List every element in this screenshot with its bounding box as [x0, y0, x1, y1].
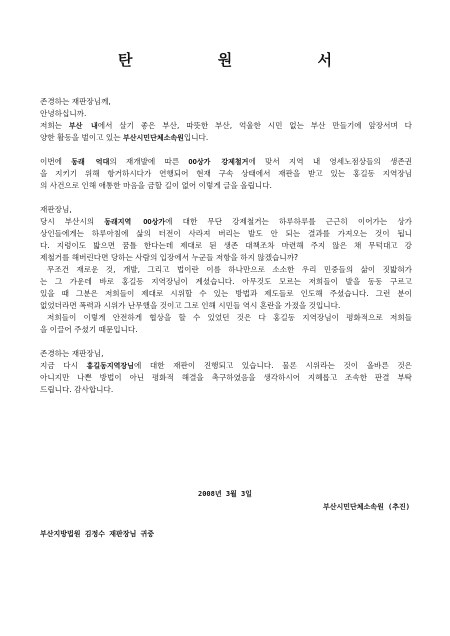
- document-signer: 부산시민단체소속원 (추진): [322, 503, 410, 511]
- p3-line-4: 제철거를 해버린다면 당하는 사람의 입장에서 누군들 저항을 하지 않겠습니까?: [40, 253, 299, 262]
- p3-line-6: 는 그 가운데 바로 홍길동 지역장님이 계셨습니다. 아무것도 모르는 저희들이 발을 동동 구르고: [40, 277, 412, 286]
- p3-line-5: 무조건 재로운 것, 개발, 그리고 법이란 이름 하나만으로 소소한 우리 민중들의 삶이 짓밟혀가: [47, 265, 412, 274]
- p4-line-2: 아니지만 나쁜 방법이 아닌 평화적 해결을 촉구하였음을 생각하시어 지혜롭고 조속한 판결 부탁: [40, 373, 412, 382]
- intro-line-2: 양한 활동을 벌이고 있는 부산시민단체소속원입니다.: [40, 133, 209, 142]
- p4-line-1: 지금 다시 홍길동지역장님에 대한 재판이 진행되고 있습니다. 물론 시위라는 것이 올바른 것은: [40, 361, 412, 370]
- p2-line-3: 의 사건으로 인해 애통한 마음을 금할 길이 없어 이렇게 글을 올립니다.: [40, 181, 272, 190]
- p3-line-10: 을 이끌어 주셨기 때문입니다.: [40, 325, 138, 334]
- document-title: 탄 원 서: [118, 51, 372, 69]
- intro-line-1: 저희는 부산 내에서 살기 좋은 부산, 따뜻한 부산, 억울한 시민 없는 부산 만들기에 앞장서며 다: [40, 121, 412, 130]
- greeting-line: 존경하는 재판장님께,: [40, 97, 111, 106]
- p2-line-2: 을 지키기 위해 항거하시다가 연행되어 현재 구속 상태에서 재판을 받고 있는 홍길동 지역장님: [40, 169, 412, 178]
- p3-line-7: 있을 때 그분은 저희들이 제대로 시위할 수 있는 방법과 제도들로 인도해 주셨습니다. 그런 분이: [40, 289, 412, 298]
- document-date: 2008년 3월 3일: [197, 490, 252, 498]
- p3-salutation: 재판장님,: [40, 205, 72, 214]
- p3-line-9: 저희들이 이렇게 안전하게 협상을 할 수 있었던 것은 다 홍길동 지역장님이 평화적으로 저희들: [47, 313, 412, 322]
- document-body: [40, 96, 412, 396]
- handwritten-shopping-area: 동래지역 OO상가: [104, 218, 166, 226]
- p4-salutation: 존경하는 재판장님,: [40, 349, 104, 358]
- p2-line-1: 이번에 동래 억대의 재개발에 따른 OO상가 강제철거에 맞서 지역 내 영세노점상들의 생존권: [40, 157, 412, 166]
- handwritten-name: 홍길동지역장님: [86, 362, 134, 370]
- handwritten-location: 부산 내: [68, 122, 98, 130]
- greeting-hello: 안녕하십니까.: [40, 109, 87, 118]
- p3-line-8: 없었더라면 폭력과 시위가 난무했을 것이고 그로 인해 시민들 역시 혼란을 가졌을 것입니다.: [40, 301, 341, 310]
- p4-line-3: 드립니다. 감사합니다.: [40, 385, 114, 394]
- p3-line-3: 다. 지렁이도 밟으면 꿈틀 한다는데 제대로 된 생존 대책조차 마련해 주지 않은 채 무턱대고 강: [40, 241, 412, 250]
- p3-line-1: 당시 부산시의 동래지역 OO상가에 대한 무단 강제철거는 하루하루를 근근히 이어가는 상가: [40, 217, 412, 226]
- document-recipient: 부산지방법원 김정수 재판장님 귀중: [40, 530, 155, 538]
- handwritten-area: 동래 억대: [71, 158, 110, 166]
- p3-line-2: 상인들에게는 하루아침에 삶의 터전이 사라져 버리는 발도 안 되는 결과를 가져오는 것이 됩니: [40, 229, 412, 238]
- handwritten-demolition: OO상가 강제철거: [188, 158, 249, 166]
- handwritten-organization: 부산시민단체소속원: [123, 134, 184, 142]
